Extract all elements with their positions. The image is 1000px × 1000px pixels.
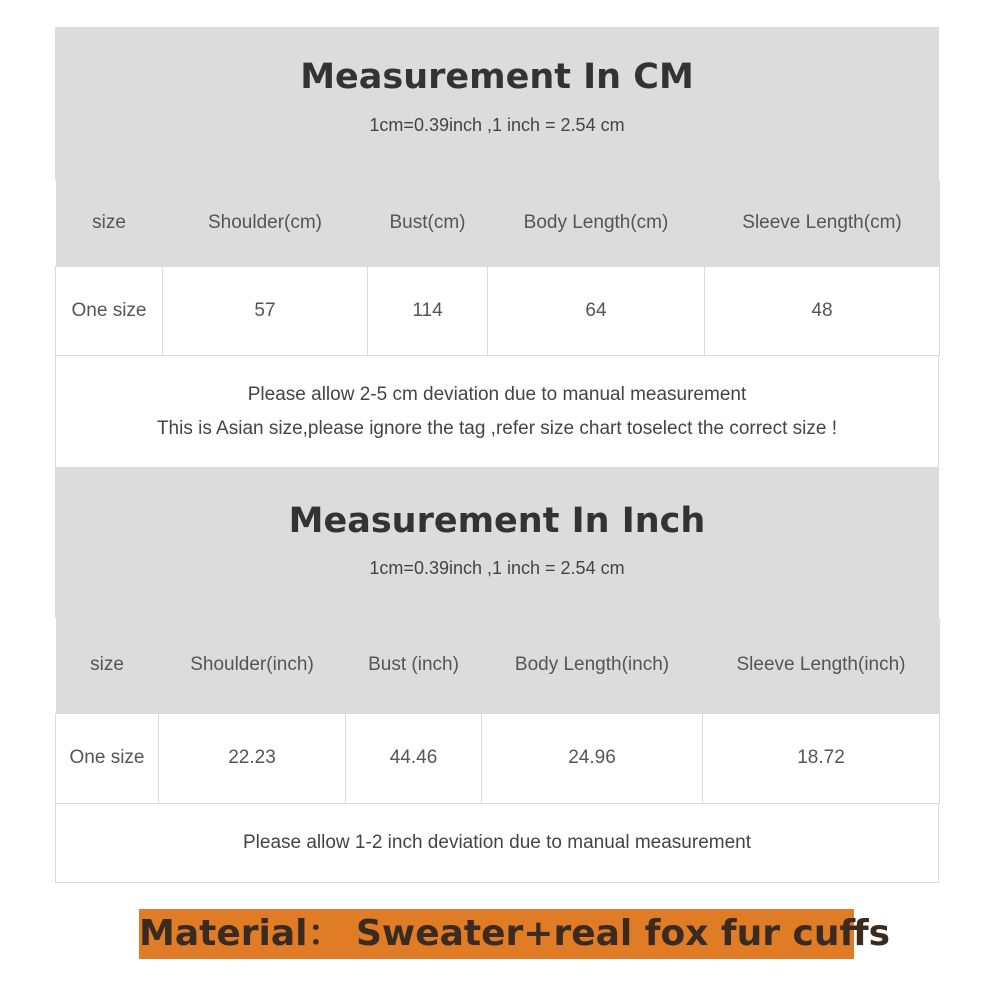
inch-title: Measurement In Inch bbox=[288, 501, 706, 541]
cm-note-line1: Please allow 2-5 cm deviation due to manual measurement bbox=[247, 384, 747, 405]
cell-sleeve-length: 18.72 bbox=[703, 713, 940, 803]
cm-note bbox=[55, 355, 939, 468]
cell-size: One size bbox=[56, 266, 163, 355]
cm-title: Measurement In CM bbox=[300, 57, 694, 97]
cell-shoulder: 22.23 bbox=[159, 713, 346, 803]
col-header-bust: Bust (inch) bbox=[346, 618, 482, 713]
cm-header bbox=[55, 27, 939, 180]
inch-table bbox=[55, 618, 940, 804]
inch-note bbox=[55, 803, 939, 883]
cell-bust: 44.46 bbox=[346, 713, 482, 803]
inch-header bbox=[55, 468, 939, 618]
col-header-shoulder: Shoulder(cm) bbox=[163, 180, 368, 266]
cm-note-line2: This is Asian size,please ignore the tag ,refer size chart toselect the correct size ! bbox=[156, 418, 838, 439]
cm-section bbox=[55, 27, 939, 467]
cell-body-length: 24.96 bbox=[482, 713, 703, 803]
material-banner: Material： Sweater+real fox fur cuffs bbox=[139, 909, 854, 959]
col-header-body-length: Body Length(cm) bbox=[488, 180, 705, 266]
cell-shoulder: 57 bbox=[163, 266, 368, 355]
cm-table bbox=[55, 180, 940, 356]
inch-note-line1: Please allow 1-2 inch deviation due to manual measurement bbox=[242, 832, 752, 853]
cell-bust: 114 bbox=[368, 266, 488, 355]
col-header-body-length: Body Length(inch) bbox=[482, 618, 703, 713]
inch-subtitle: 1cm=0.39inch ,1 inch = 2.54 cm bbox=[369, 558, 625, 578]
col-header-size: size bbox=[56, 180, 163, 266]
col-header-sleeve-length: Sleeve Length(inch) bbox=[703, 618, 940, 713]
col-header-size: size bbox=[56, 618, 159, 713]
cm-header-row bbox=[56, 180, 940, 266]
cell-size: One size bbox=[56, 713, 159, 803]
cell-sleeve-length: 48 bbox=[705, 266, 940, 355]
cell-body-length: 64 bbox=[488, 266, 705, 355]
col-header-bust: Bust(cm) bbox=[368, 180, 488, 266]
table-row bbox=[56, 713, 940, 803]
inch-header-row bbox=[56, 618, 940, 713]
col-header-sleeve-length: Sleeve Length(cm) bbox=[705, 180, 940, 266]
col-header-shoulder: Shoulder(inch) bbox=[159, 618, 346, 713]
table-row bbox=[56, 266, 940, 355]
inch-section bbox=[55, 468, 939, 882]
cm-subtitle: 1cm=0.39inch ,1 inch = 2.54 cm bbox=[369, 115, 625, 135]
